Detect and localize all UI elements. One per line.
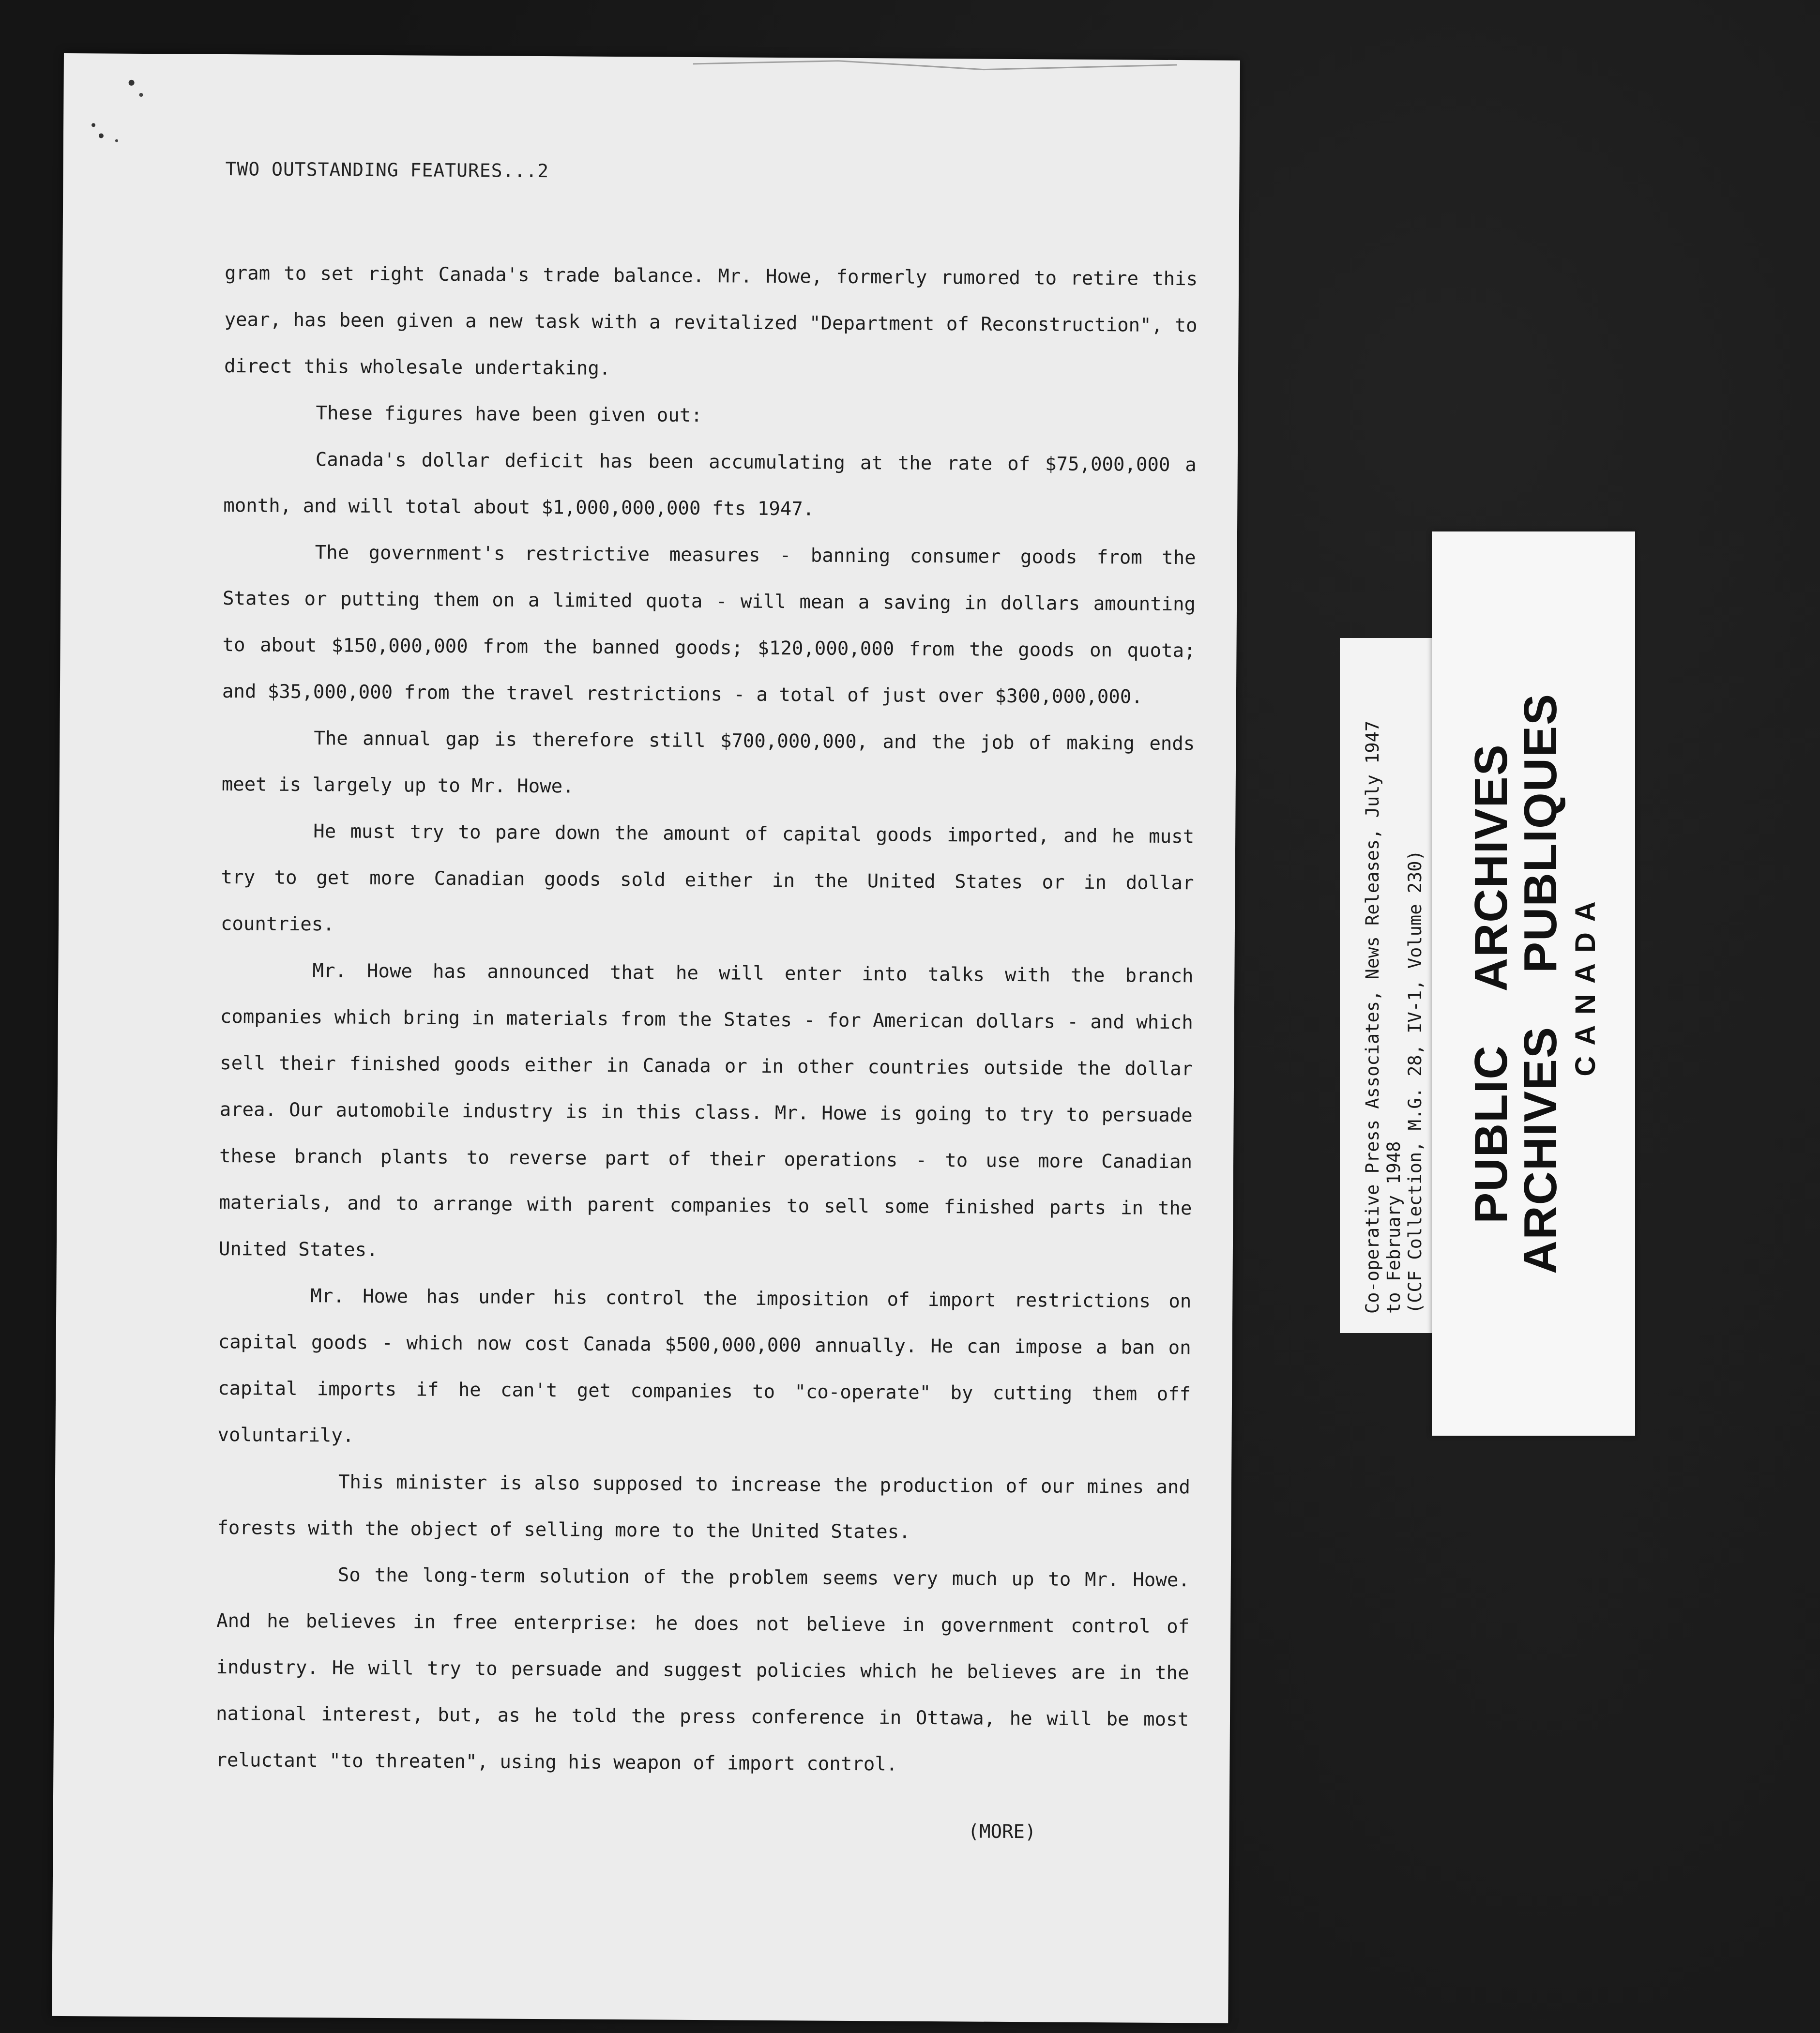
- collection-line: Co-operative Press Associates, News Releases, July 1947: [1362, 720, 1383, 1314]
- paragraph: So the long-term solution of the problem seems very much up to Mr. Howe. And he believes in free enterprise: he does not believe in government control of industry. He will try to persuade and suggest policies which he believes are in the national interest, but, as he told the press conference in Ottawa, he will be most reluctant "to threaten", using his weapon of import control.: [215, 1564, 1190, 1775]
- stamp-line-english: [1467, 531, 1516, 1436]
- archives-stamp: [1432, 531, 1635, 1436]
- stamp-word: ARCHIVES: [1515, 1026, 1566, 1274]
- stamp-word: PUBLIC: [1465, 1045, 1517, 1224]
- stamp-word: PUBLIQUES: [1515, 693, 1566, 973]
- paragraph: gram to set right Canada's trade balance. Mr. Howe, formerly rumored to retire this year, has been given a new task with a revitalized "Department of Reconstruction", to direct this wholesale undertaking.: [224, 262, 1198, 379]
- paragraph: This minister is also supposed to increase the production of our mines and forests with the object of selling more to the United States.: [217, 1471, 1191, 1543]
- archives-stamp-text: [1432, 531, 1635, 1436]
- document-body: [215, 250, 1198, 1790]
- paragraph: The government's restrictive measures - banning consumer goods from the States or putting them on a limited quota - will mean a saving in dollars amounting to about $150,000,000 from the banned goods; $120,000,000 from the goods on quota; and $35,000,000 from the travel restrictions - a total of just over $300,000,000.: [222, 542, 1196, 708]
- stamp-word: ARCHIVES: [1465, 743, 1517, 992]
- paragraph: These figures have been given out:: [316, 402, 702, 427]
- paragraph: Canada's dollar deficit has been accumulating at the rate of $75,000,000 a month, and will total about $1,000,000,000 fts 1947.: [223, 449, 1197, 520]
- stamp-line-french: [1516, 531, 1565, 1436]
- collection-line: (CCF Collection, M.G. 28, IV-1, Volume 230): [1405, 850, 1426, 1314]
- paragraph: He must try to pare down the amount of capital goods imported, and he must try to get more Canadian goods sold either in the United States or in dollar countries.: [220, 820, 1195, 936]
- paragraph: Mr. Howe has announced that he will enter into talks with the branch companies which bring in materials from the States - for American dollars - and which sell their finished goods either in Canada or in other countries outside the dollar area. Our automobile industry is in this class. Mr. Howe is going to try to persuade these branch plants to reverse part of their operations - to use more Canadian materials, and to arrange with parent companies to sell some finished parts in the United States.: [218, 960, 1194, 1261]
- paragraph: The annual gap is therefore still $700,000,000, and the job of making ends meet is largely up to Mr. Howe.: [221, 728, 1195, 798]
- stamp-country: CANADA: [1570, 891, 1601, 1077]
- collection-line: to February 1948: [1383, 1141, 1404, 1314]
- document-page: [52, 53, 1240, 2023]
- more-marker: (MORE): [968, 1821, 1036, 1843]
- paragraph: Mr. Howe has under his control the imposition of import restrictions on capital goods - which now cost Canada $500,000,000 annually. He can impose a ban on capital imports if he can't get companies to "co-operate" by cutting them off voluntarily.: [217, 1285, 1192, 1447]
- page-header: TWO OUTSTANDING FEATURES...2: [225, 158, 549, 182]
